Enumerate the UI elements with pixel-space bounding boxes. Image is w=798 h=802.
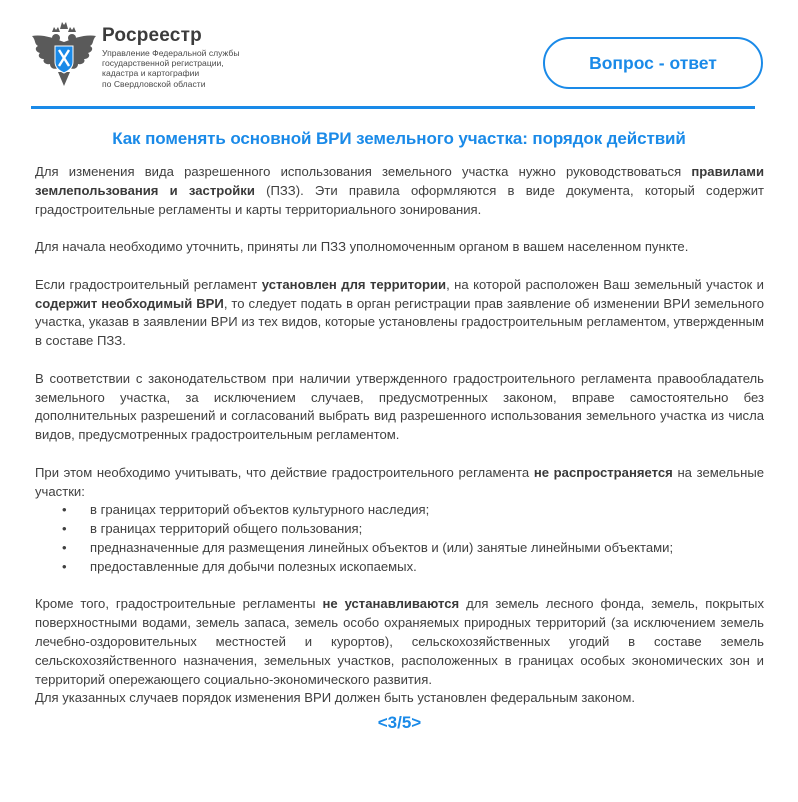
list-item: • предоставленные для добычи полезных ископаемых. [35, 558, 764, 577]
bullet-icon: • [62, 539, 67, 555]
brand-name: Росреестр [102, 25, 202, 46]
list-item: • в границах территорий объектов культурного наследия; [35, 501, 764, 520]
brand-subtitle-line: по Свердловской области [102, 78, 206, 89]
qa-badge-button[interactable]: Вопрос - ответ [543, 37, 763, 89]
page-title: Как поменять основной ВРИ земельного участка: порядок действий [112, 129, 686, 148]
list-item: • предназначенные для размещения линейных объектов и (или) занятые линейными объектами; [35, 539, 764, 558]
exception-list [35, 501, 764, 576]
bold-phrase: содержит необходимый ВРИ [35, 295, 224, 311]
paragraph-5: При этом необходимо учитывать, что действие градостроительного регламента не распространяется на земельные участки: [35, 464, 765, 499]
bullet-icon: • [62, 502, 67, 518]
rosreestr-logo [28, 20, 288, 90]
bold-phrase: не устанавливаются [322, 596, 460, 612]
list-item: • в границах территорий общего пользования; [35, 520, 764, 539]
brand-subtitle-line: кадастра и картографии [102, 68, 200, 79]
brand-subtitle-line: государственной регистрации, [102, 58, 224, 69]
paragraph-2: Для начала необходимо уточнить, приняты ли ПЗЗ уполномоченным органом в вашем населенном пункте. [35, 239, 689, 255]
bold-phrase: установлен для территории [261, 276, 447, 292]
bullet-icon: • [62, 521, 67, 537]
paragraph-6: Кроме того, градостроительные регламенты не устанавливаются для земель лесного фонда, земель, покрытых поверхностными водами, земель запаса, земель особо охраняемых природных территорий (за исключением земель лечебно-оздоровительных местностей и курортов), сельскохозяйственных угодий в составе земель сельскохозяйственного назначения, земельных участков, расположенных в границах особых экономических зон и территорий опережающего социально-экономического развития. [35, 596, 765, 687]
double-headed-eagle-emblem-icon [28, 20, 100, 90]
paragraph-1: Для изменения вида разрешенного использования земельного участка нужно руководствоваться правилами землепользования и застройки (ПЗЗ). Эти правила оформляются в виде документа, который содержит градостроительные регламенты и карты территориального зонирования. [35, 164, 765, 217]
bold-phrase: не распространяется [533, 464, 673, 480]
main-area [35, 163, 764, 734]
bullet-icon: • [62, 558, 67, 574]
article-body [35, 163, 764, 708]
paragraph-7: Для указанных случаев порядок изменения ВРИ должен быть установлен федеральным законом. [35, 690, 635, 706]
header-divider [31, 106, 755, 109]
paragraph-3: Если градостроительный регламент установлен для территории, на которой расположен Ваш земельный участок и содержит необходимый ВРИ, то следует подать в орган регистрации прав заявление об изменении ВРИ земельного участка, указав в заявлении ВРИ из тех видов, которые установлены градостроительным регламентом, утвержденным в составе ПЗЗ. [35, 276, 764, 349]
page-indicator[interactable]: <3/5> [377, 713, 422, 733]
brand-subtitle [102, 48, 240, 89]
paragraph-4: В соответствии с законодательством при наличии утвержденного градостроительного регламента правообладатель земельного участка, за исключением случаев, предусмотренных законом, вправе самостоятельно без дополнительных разрешений и согласований выбрать вид разрешенного использования земельного участка из числа видов, предусмотренных градостроительным регламентом. [35, 370, 764, 443]
bold-phrase: правилами землепользования и застройки [35, 164, 764, 198]
brand-subtitle-line: Управление Федеральной службы [102, 48, 240, 58]
